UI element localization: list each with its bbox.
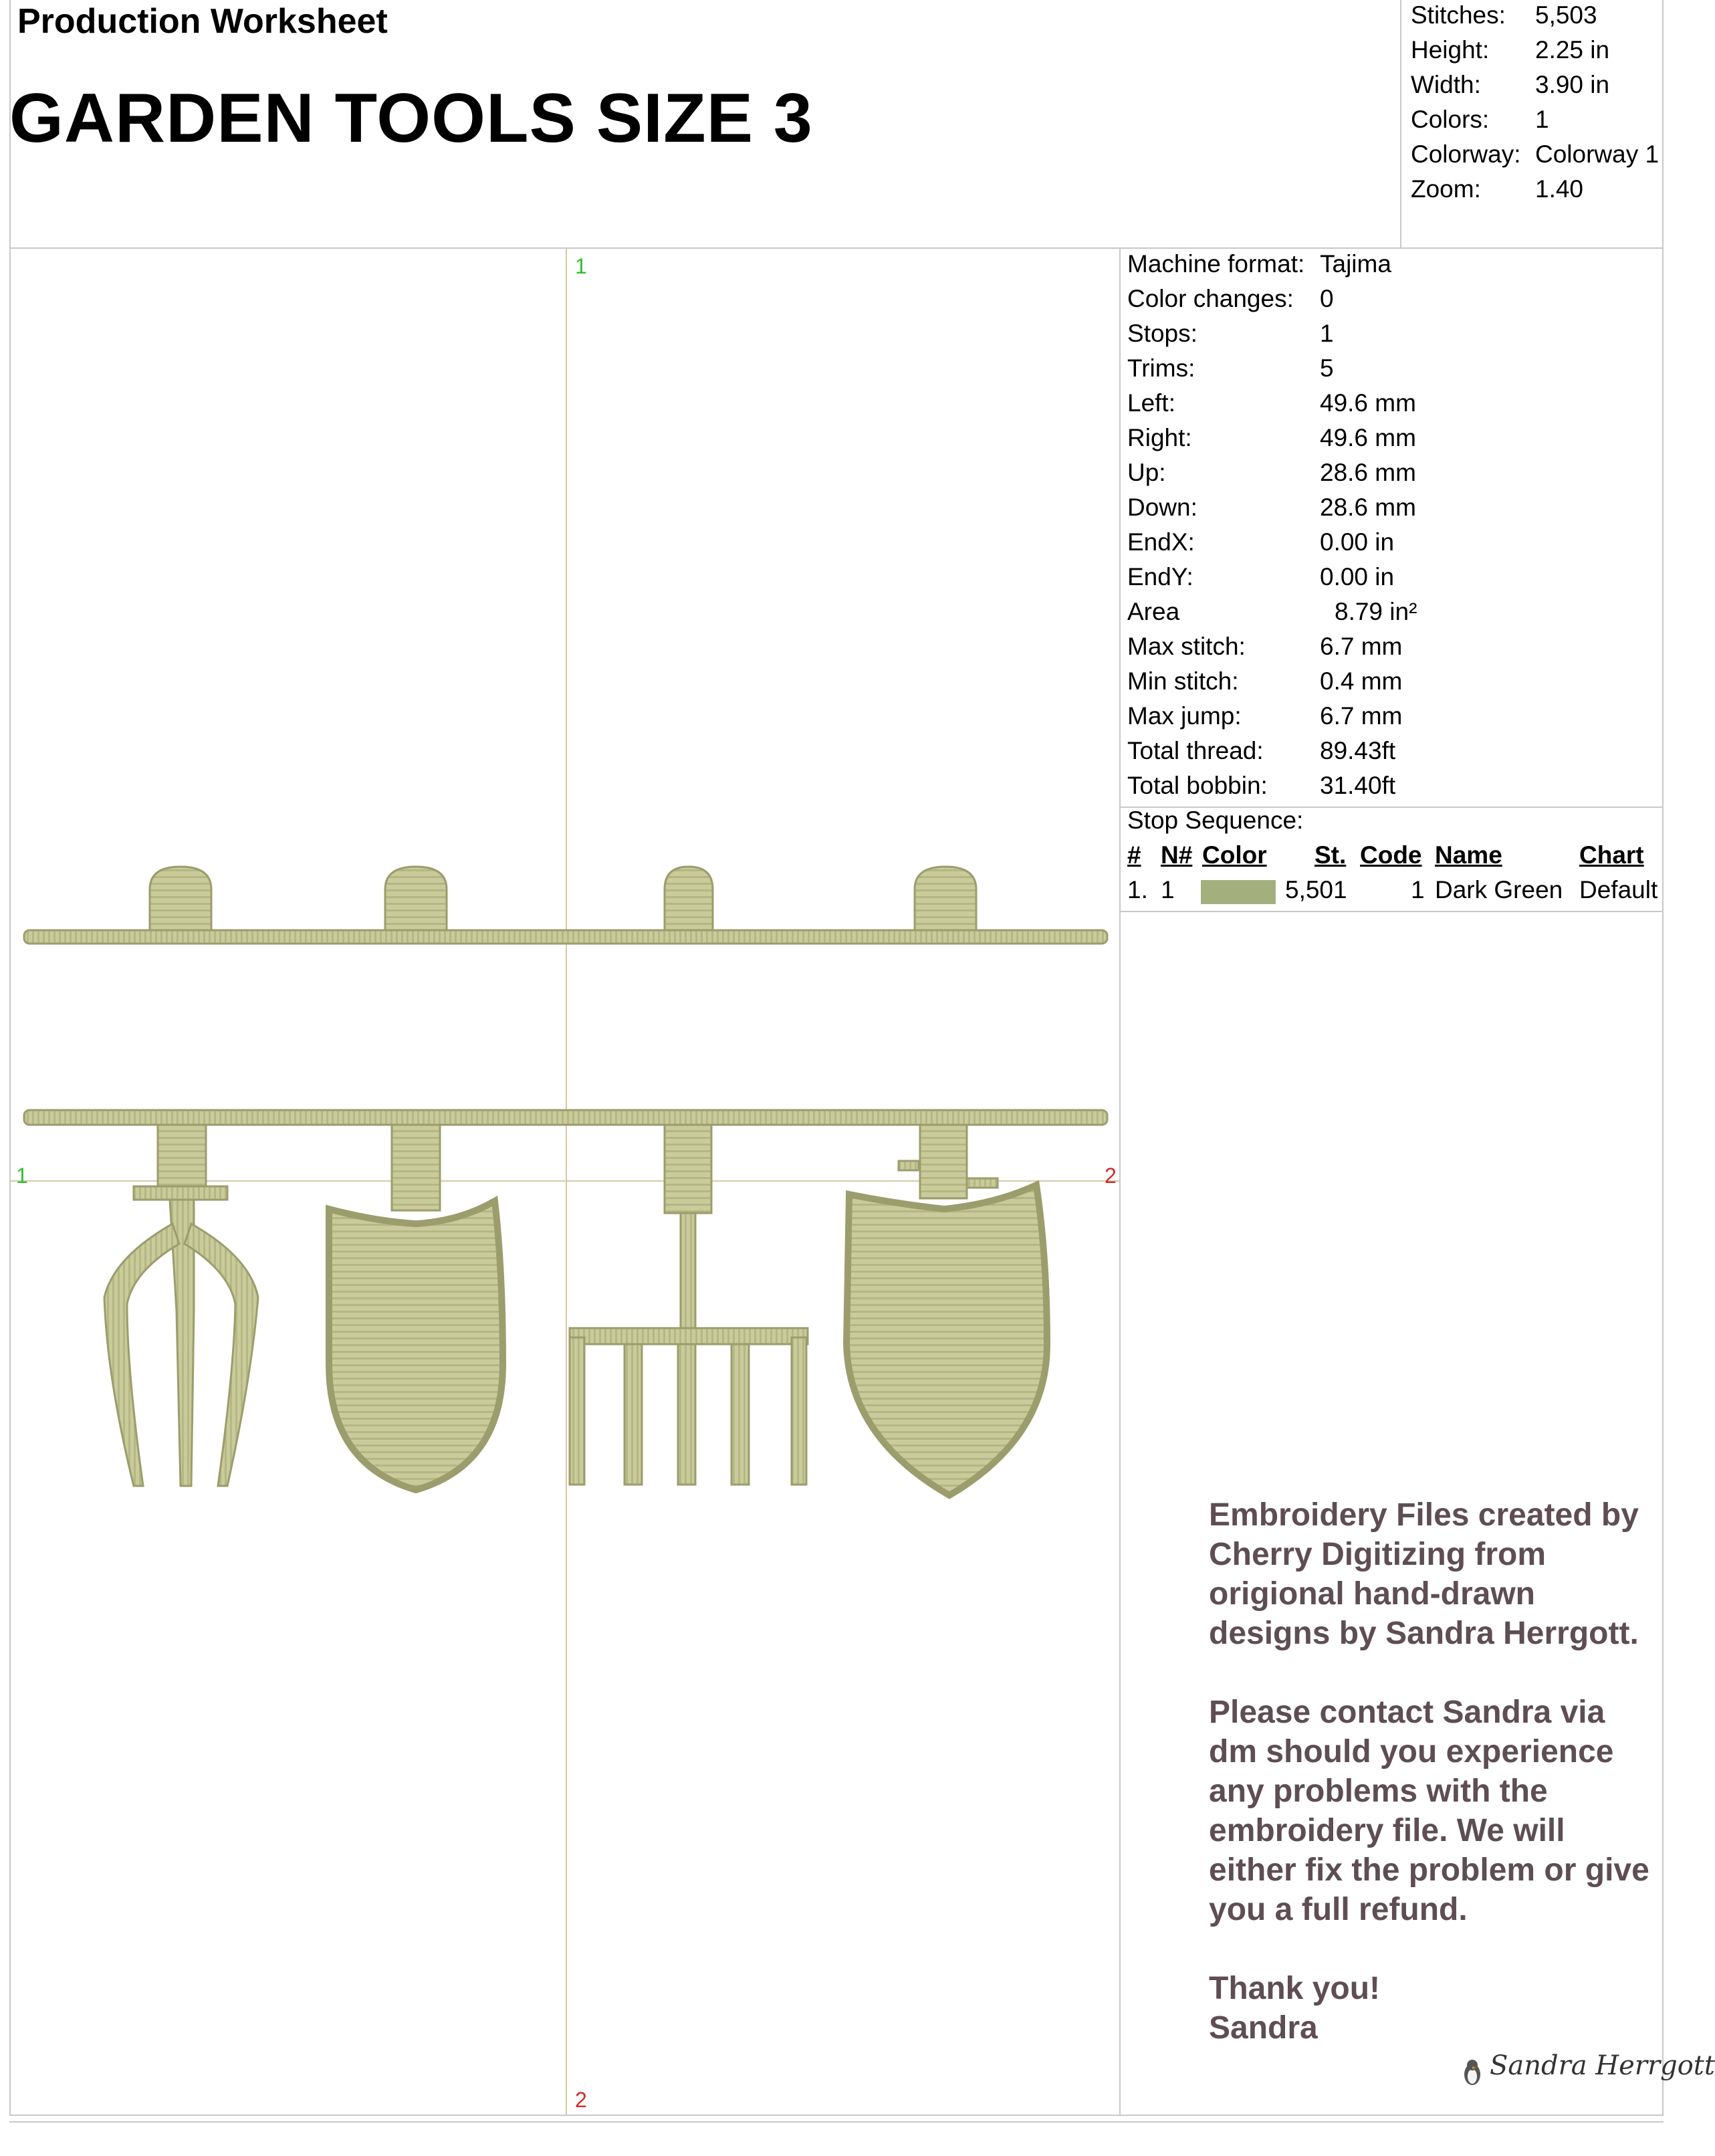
design-name: GARDEN TOOLS SIZE 3 xyxy=(9,80,813,157)
row-stitches: 5,501 xyxy=(1285,876,1347,903)
designer-note xyxy=(1209,1495,1650,2048)
summary-panel xyxy=(1400,0,1664,249)
designer-signature: Sandra Herrgott xyxy=(1490,2050,1715,2081)
detail-label: Max stitch: xyxy=(1127,633,1246,660)
detail-value: 8.79 in² xyxy=(1335,598,1417,625)
detail-label: Right: xyxy=(1127,424,1192,451)
detail-label: Machine format: xyxy=(1127,250,1305,278)
detail-value: 5 xyxy=(1320,354,1334,382)
rake xyxy=(570,1125,808,1485)
detail-value: 89.43ft xyxy=(1320,737,1396,764)
detail-value: 49.6 mm xyxy=(1320,424,1416,451)
row-chart: Default xyxy=(1579,876,1658,903)
summary-value: 3.90 in xyxy=(1535,71,1610,98)
row-name: Dark Green xyxy=(1435,876,1563,903)
axis-marker-top: 1 xyxy=(575,254,587,278)
row-needle: 1 xyxy=(1161,876,1175,903)
bottom-rail xyxy=(24,1110,1107,1125)
detail-label: Min stitch: xyxy=(1127,667,1239,695)
detail-value: Tajima xyxy=(1320,250,1391,278)
summary-value: 2.25 in xyxy=(1535,36,1610,64)
design-preview xyxy=(9,247,1121,2116)
worksheet-title: Production Worksheet xyxy=(17,2,388,41)
detail-label: Total bobbin: xyxy=(1127,772,1268,799)
column-header-number: # xyxy=(1127,841,1141,869)
column-header-chart: Chart xyxy=(1579,841,1644,869)
note-signoff: Sandra xyxy=(1209,2010,1318,2046)
summary-label: Colors: xyxy=(1411,106,1490,133)
column-header-code: Code xyxy=(1360,841,1422,869)
detail-label: Area xyxy=(1127,598,1180,625)
detail-value: 6.7 mm xyxy=(1320,633,1403,660)
detail-value: 1 xyxy=(1320,320,1334,347)
summary-value: Colorway 1 xyxy=(1535,140,1660,168)
summary-value: 1.40 xyxy=(1535,175,1584,203)
column-header-color: Color xyxy=(1202,841,1267,869)
detail-label: Down: xyxy=(1127,494,1197,521)
detail-value: 28.6 mm xyxy=(1320,459,1416,486)
summary-label: Width: xyxy=(1411,71,1481,98)
note-credits: Embroidery Files created by Cherry Digitizing from origional hand-drawn designs by Sandra Herrgott. xyxy=(1209,1497,1639,1651)
detail-label: Max jump: xyxy=(1127,702,1242,730)
detail-label: Stops: xyxy=(1127,320,1197,347)
note-thanks: Thank you! xyxy=(1209,1971,1381,2006)
embroidery-preview xyxy=(9,247,1121,2116)
summary-label: Colorway: xyxy=(1411,140,1521,168)
detail-value: 6.7 mm xyxy=(1320,702,1403,730)
detail-value: 0.00 in xyxy=(1320,528,1395,556)
detail-label: Color changes: xyxy=(1127,285,1294,312)
summary-label: Height: xyxy=(1411,36,1490,64)
summary-label: Stitches: xyxy=(1411,1,1506,29)
summary-label: Zoom: xyxy=(1411,175,1481,203)
detail-label: EndX: xyxy=(1127,528,1195,556)
penguin-logo-icon xyxy=(1458,2057,1487,2090)
detail-value: 49.6 mm xyxy=(1320,389,1416,417)
summary-value: 5,503 xyxy=(1535,1,1597,29)
detail-value: 31.40ft xyxy=(1320,772,1396,799)
detail-value: 0.4 mm xyxy=(1320,667,1403,695)
section-divider xyxy=(1121,911,1662,912)
detail-label: Total thread: xyxy=(1127,737,1264,764)
axis-marker-bottom: 2 xyxy=(575,2088,587,2112)
detail-value: 0 xyxy=(1320,285,1334,312)
axis-marker-right: 2 xyxy=(1105,1164,1117,1188)
trowel xyxy=(329,1125,503,1490)
detail-label: Up: xyxy=(1127,459,1166,486)
stop-sequence-title: Stop Sequence: xyxy=(1127,806,1304,834)
column-header-name: Name xyxy=(1435,841,1502,869)
detail-label: Left: xyxy=(1127,389,1175,417)
detail-value: 28.6 mm xyxy=(1320,494,1416,521)
note-contact: Please contact Sandra via dm should you experience any problems with the embroidery file. We will either fix the problem or give you a full refund. xyxy=(1209,1695,1649,1927)
row-code: 1 xyxy=(1411,876,1425,903)
detail-label: EndY: xyxy=(1127,563,1193,590)
axis-marker-left: 1 xyxy=(16,1164,28,1188)
column-header-needle: N# xyxy=(1161,841,1193,869)
page-bottom-border xyxy=(9,2121,1664,2123)
hand-fork xyxy=(104,1125,258,1486)
color-swatch xyxy=(1201,880,1276,904)
summary-value: 1 xyxy=(1535,106,1549,133)
row-number: 1. xyxy=(1127,876,1148,903)
column-header-stitches: St. xyxy=(1314,841,1347,869)
detail-label: Trims: xyxy=(1127,354,1195,382)
detail-value: 0.00 in xyxy=(1320,563,1395,590)
